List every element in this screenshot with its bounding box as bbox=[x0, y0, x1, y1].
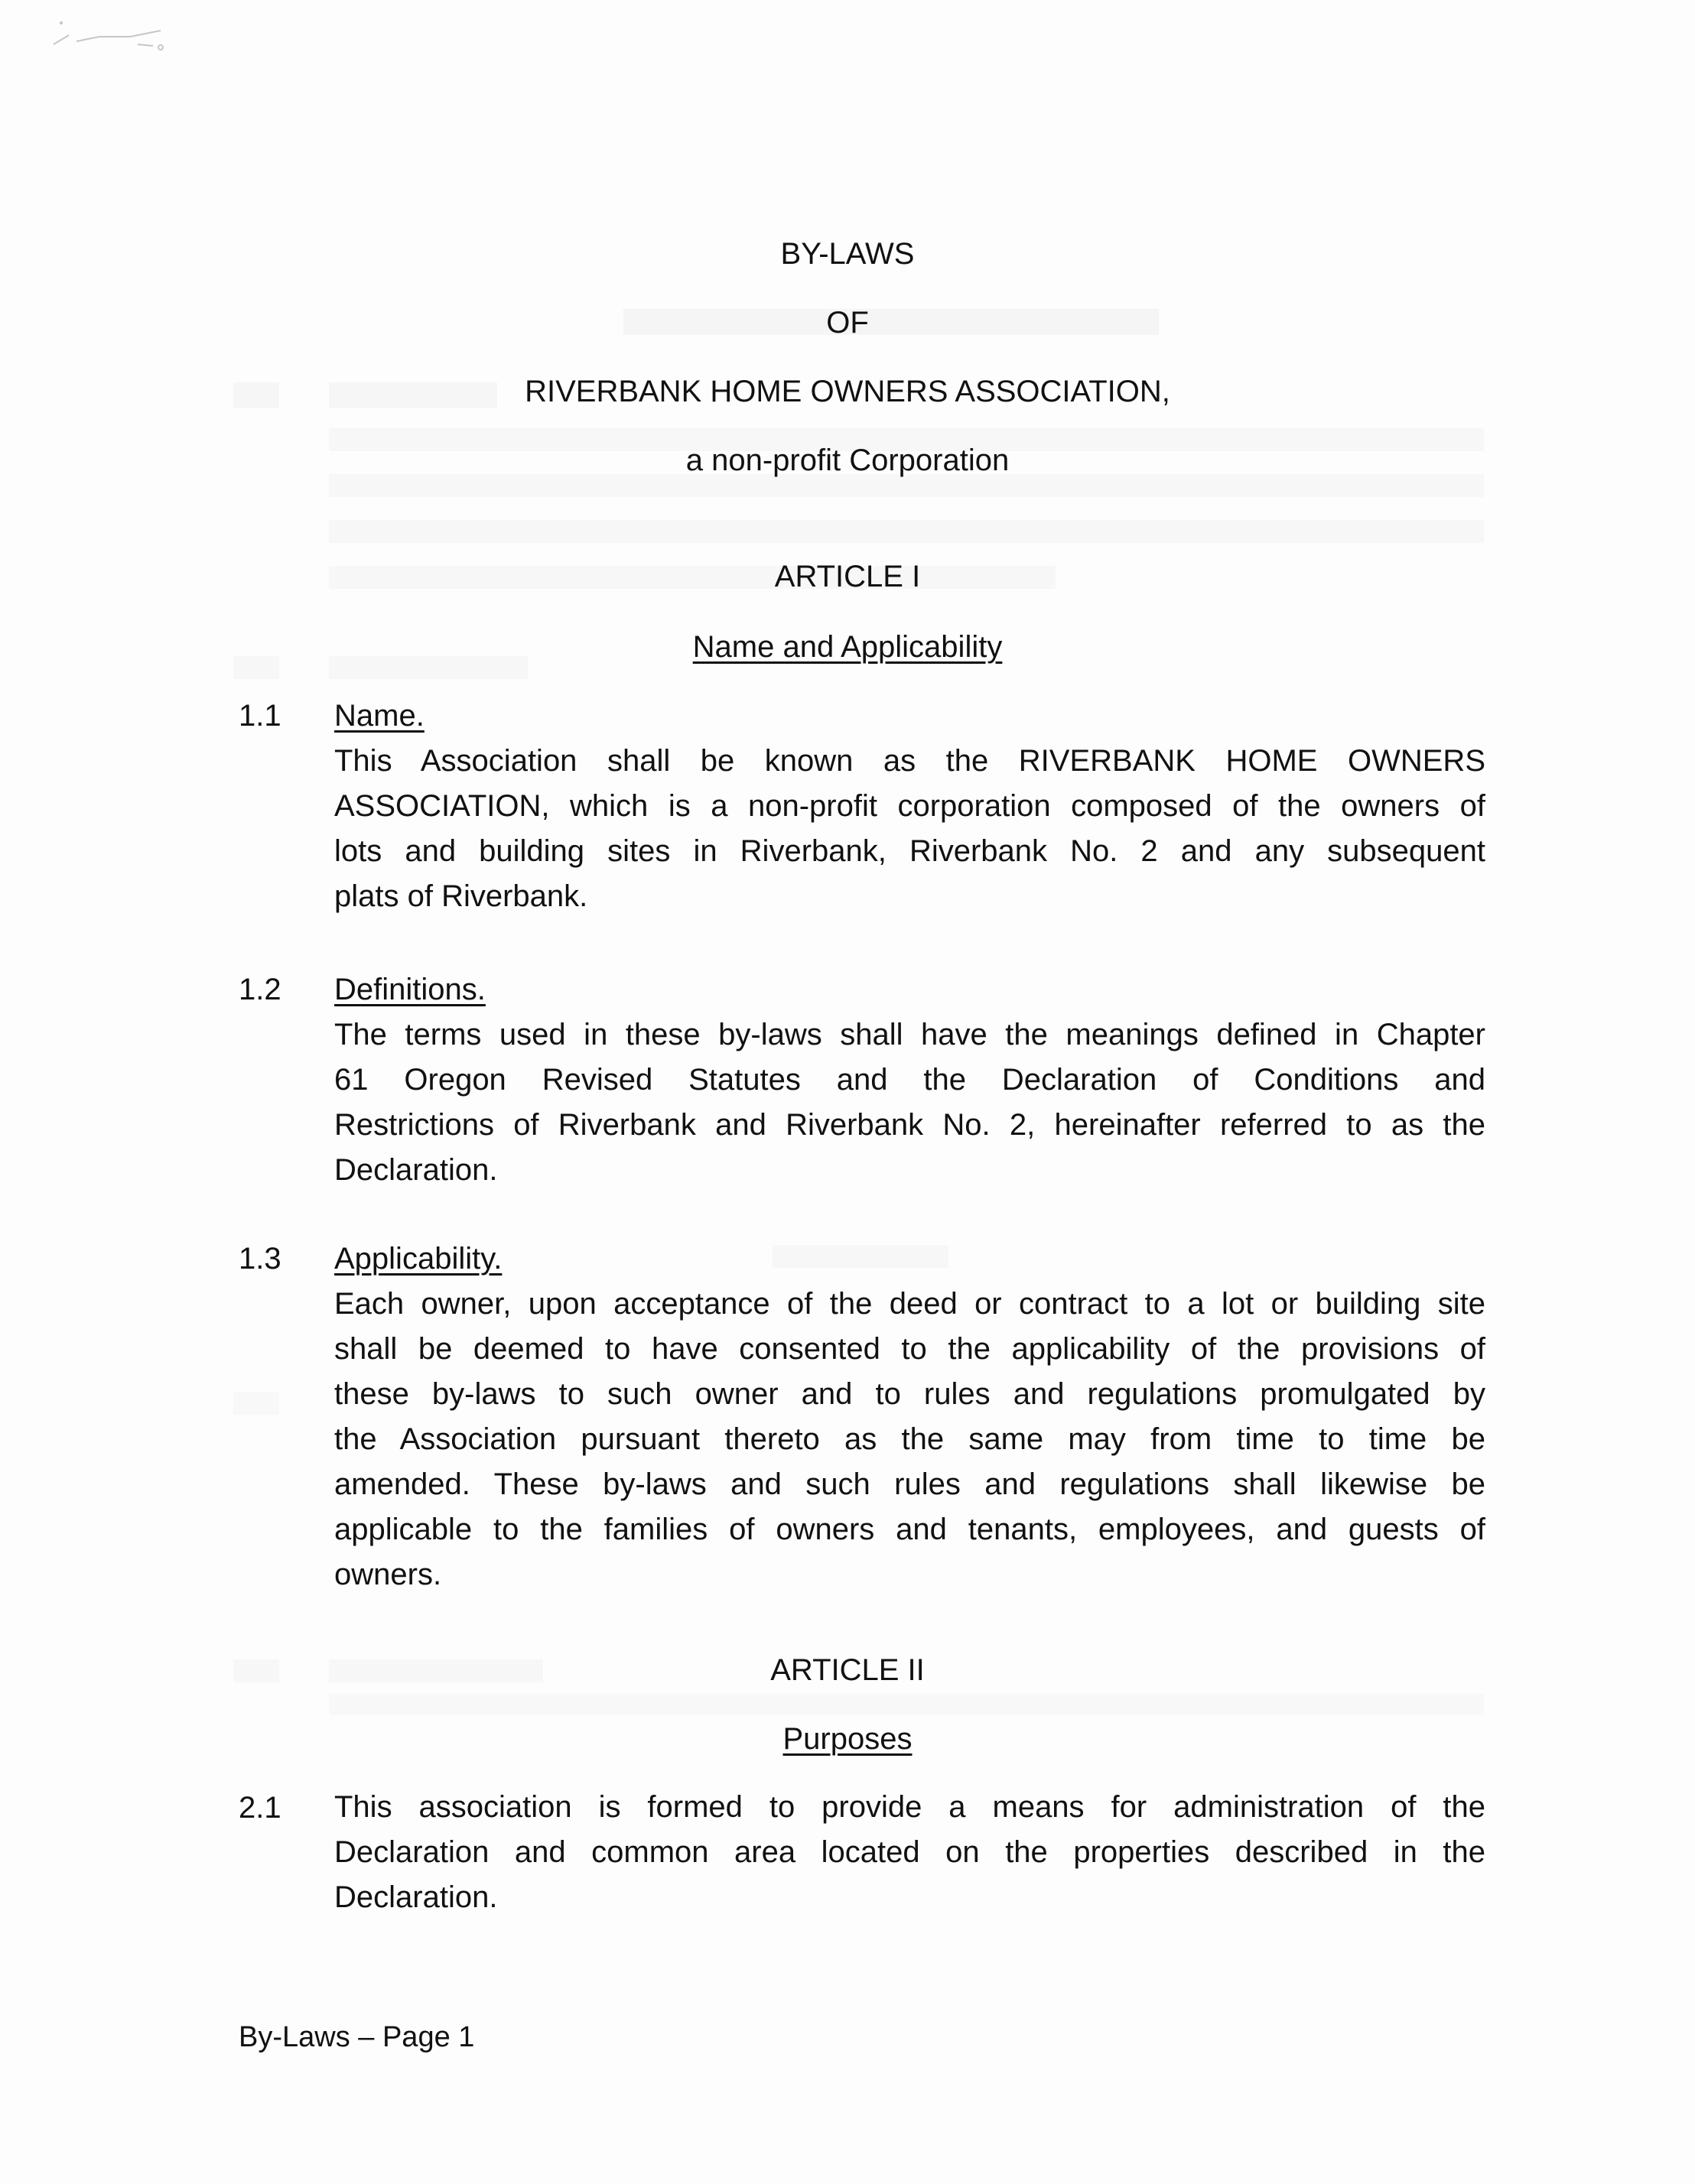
article-2-label: ARTICLE II bbox=[770, 1653, 925, 1687]
section-1-3-line: Each owner, upon acceptance of the deed or contract to a lot or building site bbox=[334, 1287, 1485, 1321]
organization-type: a non-profit Corporation bbox=[685, 444, 1010, 477]
section-1-1-title: Name. bbox=[334, 699, 425, 733]
section-1-1-line: plats of Riverbank. bbox=[334, 879, 588, 913]
section-1-2-line: Restrictions of Riverbank and Riverbank No. 2, hereinafter referred to as the bbox=[334, 1108, 1485, 1142]
article-1-heading bbox=[0, 629, 1695, 665]
article-1-heading-text: Name and Applicability bbox=[692, 630, 1003, 664]
section-1-2-body bbox=[334, 1012, 1485, 1193]
section-2-1-number: 2.1 bbox=[239, 1791, 281, 1825]
title-of: OF bbox=[826, 306, 869, 340]
section-1-2-title: Definitions. bbox=[334, 973, 486, 1006]
section-1-1-body bbox=[334, 739, 1485, 919]
section-1-3-line: applicable to the families of owners and tenants, employees, and guests of bbox=[334, 1513, 1485, 1546]
section-1-3-line: the Association pursuant thereto as the same may from time to time be bbox=[334, 1422, 1485, 1456]
section-1-3-line: these by-laws to such owner and to rules and regulations promulgated by bbox=[334, 1377, 1485, 1411]
document-title: BY-LAWS bbox=[780, 237, 915, 271]
organization-name: RIVERBANK HOME OWNERS ASSOCIATION, bbox=[525, 375, 1170, 408]
section-1-1-line: This Association shall be known as the RIVERBANK HOME OWNERS bbox=[334, 744, 1485, 778]
article-2-heading bbox=[0, 1721, 1695, 1757]
section-1-2-line: The terms used in these by-laws shall have the meanings defined in Chapter bbox=[334, 1018, 1485, 1051]
section-2-1-line: Declaration. bbox=[334, 1880, 498, 1914]
scan-mark-icon bbox=[46, 14, 176, 60]
section-2-1-line: Declaration and common area located on the properties described in the bbox=[334, 1835, 1485, 1869]
section-1-2-line: 61 Oregon Revised Statutes and the Declaration of Conditions and bbox=[334, 1063, 1485, 1097]
section-1-3-title: Applicability. bbox=[334, 1242, 503, 1276]
section-1-1-line: lots and building sites in Riverbank, Riverbank No. 2 and any subsequent bbox=[334, 834, 1485, 868]
section-1-3-body bbox=[334, 1282, 1485, 1597]
section-1-1-line: ASSOCIATION, which is a non-profit corporation composed of the owners of bbox=[334, 789, 1485, 823]
section-1-3-line: shall be deemed to have consented to the applicability of the provisions of bbox=[334, 1332, 1485, 1366]
page-footer: By-Laws – Page 1 bbox=[239, 2021, 475, 2053]
section-1-3-line: owners. bbox=[334, 1558, 442, 1591]
article-1-label: ARTICLE I bbox=[774, 560, 921, 593]
section-1-1-number: 1.1 bbox=[239, 699, 281, 733]
section-1-2-line: Declaration. bbox=[334, 1153, 498, 1187]
section-2-1-body bbox=[334, 1785, 1485, 1920]
article-2-heading-text: Purposes bbox=[782, 1722, 913, 1756]
section-1-3-number: 1.3 bbox=[239, 1242, 281, 1276]
section-2-1-line: This association is formed to provide a means for administration of the bbox=[334, 1790, 1485, 1824]
section-1-2-number: 1.2 bbox=[239, 973, 281, 1006]
section-1-3-line: amended. These by-laws and such rules and regulations shall likewise be bbox=[334, 1467, 1485, 1501]
